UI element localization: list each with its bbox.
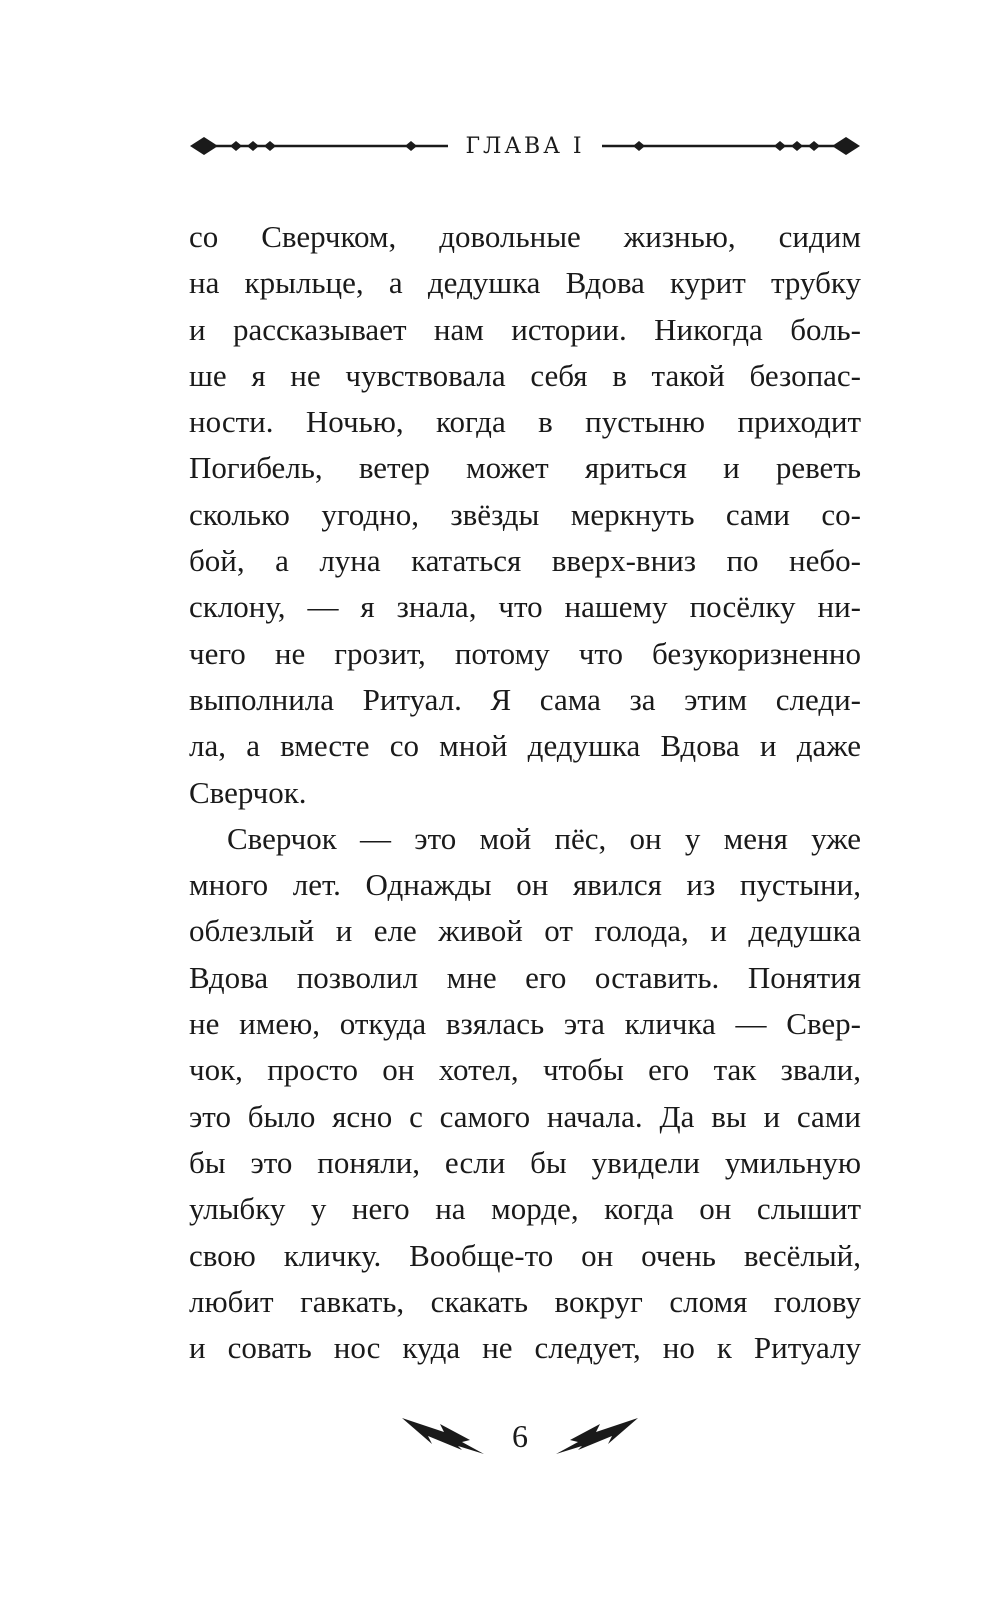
text-line: и рассказывает нам истории. Никогда боль- [189, 311, 861, 347]
text-line: и совать нос куда не следует, но к Ритуалу [189, 1330, 861, 1366]
page-number: 6 [512, 1418, 528, 1454]
page-footer [400, 1410, 640, 1466]
paragraph-2 [189, 816, 861, 1372]
chapter-label: ГЛАВА I [465, 134, 585, 159]
text-line: Вдова позволил мне его оставить. Понятия [189, 959, 861, 995]
text-line: не имею, откуда взялась эта кличка — Свер- [189, 1006, 861, 1042]
text-line: чего не грозит, потому что безукоризненно [189, 635, 861, 671]
text-line: склону, — я знала, что нашему посёлку ни- [189, 589, 861, 625]
body-text [189, 214, 861, 1371]
text-line: это было ясно с самого начала. Да вы и сами [189, 1098, 861, 1134]
paragraph-1 [189, 214, 861, 816]
text-line: выполнила Ритуал. Я сама за этим следи- [189, 681, 861, 717]
text-line: со Сверчком, довольные жизнью, сидим [189, 219, 861, 254]
text-line: облезлый и еле живой от голода, и дедушка [189, 913, 861, 949]
text-line: ности. Ночью, когда в пустыню приходит [189, 404, 861, 440]
running-header [190, 128, 860, 168]
text-line: ла, а вместе со мной дедушка Вдова и даже [189, 728, 861, 764]
text-line: бы это поняли, если бы увидели умильную [189, 1144, 861, 1180]
text-line: свою кличку. Вообще-то он очень весёлый, [189, 1237, 861, 1273]
text-line: Погибель, ветер может яриться и реветь [189, 450, 861, 486]
text-line: бой, а луна кататься вверх-вниз по небо- [189, 543, 861, 579]
text-line: любит гавкать, скакать вокруг сломя голову [189, 1283, 861, 1319]
text-line: чок, просто он хотел, чтобы его так звали, [189, 1052, 861, 1088]
text-line: сколько угодно, звёзды меркнуть сами со- [189, 496, 861, 532]
lightning-bolt-right-icon [550, 1414, 640, 1458]
text-line: ше я не чувствовала себя в такой безопас- [189, 357, 861, 393]
text-line: Сверчок. [189, 774, 307, 810]
text-line: на крыльце, а дедушка Вдова курит трубку [189, 265, 861, 301]
diamond-line-ornament-right-icon [598, 128, 860, 164]
text-line: много лет. Однажды он явился из пустыни, [189, 867, 861, 903]
text-line: Сверчок — это мой пёс, он у меня уже [227, 820, 861, 856]
text-line: улыбку у него на морде, когда он слышит [189, 1191, 861, 1227]
